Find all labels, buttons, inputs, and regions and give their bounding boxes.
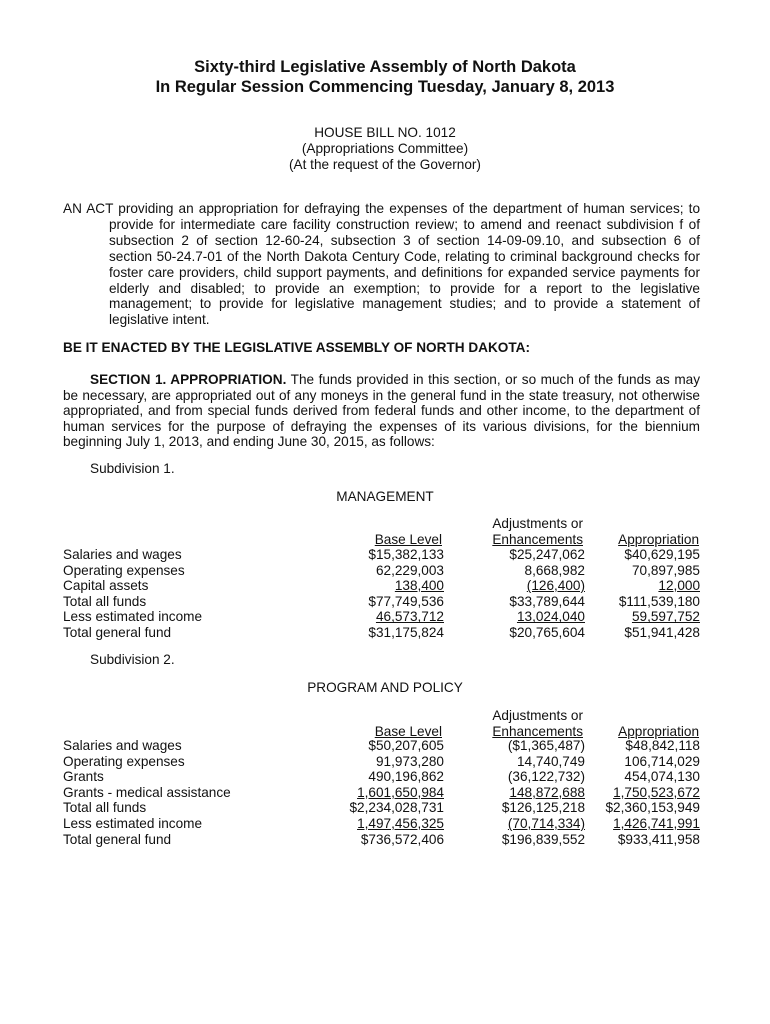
appropriation-value: $111,539,180 [618,593,700,609]
adjustments-value: $20,765,604 [509,624,585,640]
appropriation-value: $51,941,428 [624,624,700,640]
subdivision-2-label: Subdivision 2. [90,652,175,667]
base-level-value: $50,207,605 [368,738,444,753]
base-level-value: 138,400 [394,578,444,594]
base-level-value: $2,234,028,731 [349,800,444,816]
appropriation-value: $2,360,153,949 [605,800,700,816]
table-row [63,609,703,625]
base-level-value: 490,196,862 [368,769,444,785]
adjustments-value: 13,024,040 [516,609,585,625]
table-row [63,832,703,848]
table-row [63,800,703,816]
subdivision-1-table [63,547,703,641]
appropriation-value: 59,597,752 [631,609,700,625]
base-level-value: 62,229,003 [375,562,444,578]
section-1-text: The funds provided in this section, or so much of the funds as may be necessary, are appropriated out of any moneys in the general fund in the state treasury, not otherwise appropriated, and from special funds derived from federal funds and other income, to the department of human services for the purpose of defraying the expenses of its various divisions, for the biennium beginning July 1, 2013, and ending June 30, 2015, as follows: [63,372,701,450]
appropriation-value: 454,074,130 [624,769,700,785]
subdivision-2-table [63,738,703,847]
row-label: Grants [63,769,104,785]
appropriation-value: 1,750,523,672 [613,784,700,800]
adjustments-value: $25,247,062 [509,547,585,562]
adjustments-value: $196,839,552 [501,831,585,847]
col-header-base-level-1: Base Level [374,532,442,547]
col-header-base-level-2: Base Level [374,724,442,739]
base-level-value: $15,382,133 [368,547,444,562]
row-label: Total all funds [63,800,147,816]
col-header-appropriation-1: Appropriation [618,532,699,547]
row-label: Total general fund [63,831,172,847]
row-label: Operating expenses [63,562,185,578]
row-label: Salaries and wages [63,738,182,753]
base-level-value: 1,601,650,984 [357,784,444,800]
base-level-value: 91,973,280 [375,753,444,769]
document-title-line2: In Regular Session Commencing Tuesday, January 8, 2013 [155,78,615,96]
adjustments-value: (126,400) [526,578,585,594]
base-level-value: 1,497,456,325 [357,815,444,831]
table-row [63,754,703,770]
document-title-line1: Sixty-third Legislative Assembly of North Dakota [194,58,576,76]
subdivision-1-label: Subdivision 1. [90,461,175,476]
adjustments-value: $126,125,218 [501,800,585,816]
row-label: Total all funds [63,593,147,609]
appropriation-value: $933,411,958 [617,831,700,847]
table-row [63,594,703,610]
table-row [63,816,703,832]
table-row [63,625,703,641]
adjustments-value: 148,872,688 [509,784,585,800]
section-1-paragraph [63,372,700,450]
subdivision-2-title: PROGRAM AND POLICY [307,680,463,695]
row-label: Salaries and wages [63,547,182,562]
appropriation-value: 12,000 [658,578,700,594]
appropriation-value: 1,426,741,991 [613,815,700,831]
adjustments-value: 8,668,982 [524,562,585,578]
adjustments-value: $33,789,644 [509,593,585,609]
row-label: Operating expenses [63,753,185,769]
request-note: (At the request of the Governor) [289,157,481,172]
row-label: Grants - medical assistance [63,784,231,800]
appropriation-value: $48,842,118 [625,738,700,753]
row-label: Less estimated income [63,815,203,831]
col-header-appropriation-2: Appropriation [618,724,699,739]
appropriation-value: $40,629,195 [624,547,700,562]
committee-note: (Appropriations Committee) [301,141,469,156]
table-row [63,738,703,754]
row-label: Less estimated income [63,609,203,625]
table-row [63,547,703,563]
row-label: Total general fund [63,624,172,640]
base-level-value: $736,572,406 [360,831,444,847]
col-header-adjustments-1: Adjustments or Enhancements [492,516,583,547]
adjustments-value: 14,740,749 [516,753,585,769]
subdivision-1-title: MANAGEMENT [336,489,434,504]
act-description: AN ACT providing an appropriation for defraying the expenses of the department of human services; to provide for intermediate care facility construction review; to amend and reenact subdivision f of subsection 2 of section 12-60-24, subsection 3 of section 14-09-09.10, and subsection 6 of section 50-24.7-01 of the North Dakota Century Code, relating to criminal background checks for foster care providers, child support payments, and definitions for expanded service payments for elderly and disabled; to provide an exemption; to provide for a report to the legislative management; to provide for legislative management studies; and to provide a statement of legislative intent. [63,201,700,328]
col-header-adjustments-2: Adjustments or Enhancements [492,708,583,739]
table-row [63,578,703,594]
appropriation-value: 106,714,029 [624,753,700,769]
base-level-value: 46,573,712 [375,609,444,625]
bill-number: HOUSE BILL NO. 1012 [314,125,456,140]
adjustments-value: ($1,365,487) [507,738,585,753]
section-1-heading: SECTION 1. APPROPRIATION. [90,372,287,387]
row-label: Capital assets [63,578,149,594]
base-level-value: $77,749,536 [368,593,444,609]
table-row [63,769,703,785]
table-row [63,563,703,579]
table-row [63,785,703,801]
adjustments-value: (70,714,334) [507,815,585,831]
appropriation-value: 70,897,985 [631,562,700,578]
enacting-clause: BE IT ENACTED BY THE LEGISLATIVE ASSEMBLY OF NORTH DAKOTA: [63,340,530,355]
adjustments-value: (36,122,732) [507,769,585,785]
base-level-value: $31,175,824 [368,624,444,640]
